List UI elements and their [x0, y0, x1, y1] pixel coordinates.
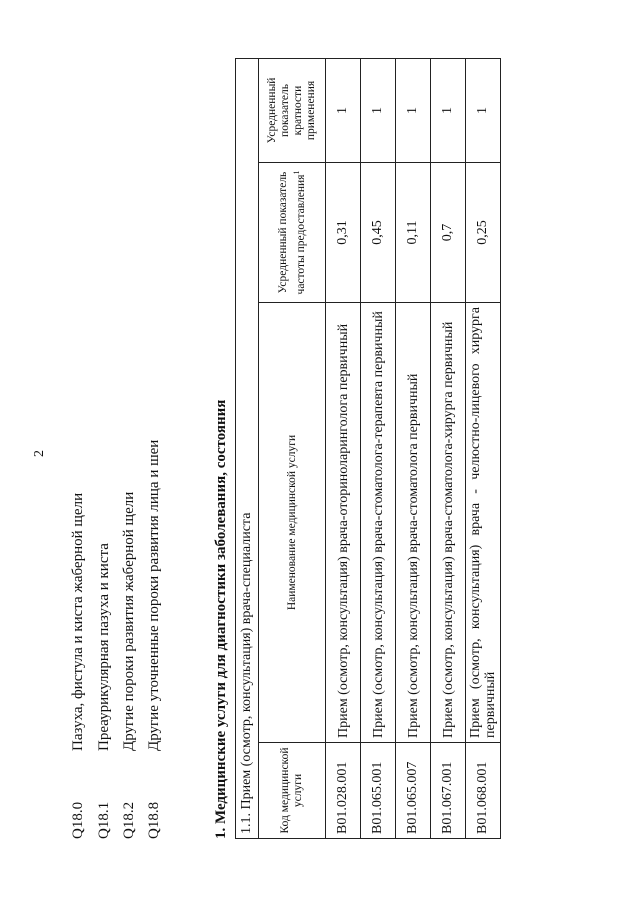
diagnosis-row [96, 543, 113, 839]
service-multiplicity: 1 [431, 58, 466, 162]
service-frequency: 0,45 [361, 163, 396, 303]
diagnosis-row [146, 440, 163, 839]
diagnosis-name: Преаурикулярная пазуха и киста [96, 543, 112, 751]
table-row [466, 58, 501, 838]
subsection-title: 1.1. Прием (осмотр, консультация) врача-специалиста [236, 58, 259, 838]
header-frequency [259, 163, 326, 303]
table-row [361, 58, 396, 838]
service-multiplicity: 1 [326, 58, 361, 162]
diagnosis-row [121, 492, 138, 839]
service-name: Прием (осмотр, консультация) врача-стоматолога-хирурга первичный [431, 303, 466, 743]
service-code: B01.065.007 [396, 743, 431, 839]
service-code: B01.067.001 [431, 743, 466, 839]
footnote-mark: 1 [291, 170, 301, 175]
service-frequency: 0,31 [326, 163, 361, 303]
services-table [235, 58, 501, 839]
service-multiplicity: 1 [361, 58, 396, 162]
service-name: Прием (осмотр, консультация) врача-стоматолога первичный [396, 303, 431, 743]
table-row [396, 58, 431, 838]
diagnosis-code: Q18.1 [96, 801, 112, 839]
diagnosis-name: Пазуха, фистула и киста жаберной щели [70, 492, 86, 751]
service-name: Прием (осмотр, консультация) врача-оториноларинголога первичный [326, 303, 361, 743]
service-multiplicity: 1 [466, 58, 501, 162]
subsection-row [236, 58, 259, 838]
service-name: Прием (осмотр, консультация) врача - челюстно-лицевого хирурга первичный [466, 303, 501, 743]
service-name: Прием (осмотр, консультация) врача-стоматолога-терапевта первичный [361, 303, 396, 743]
header-multiplicity: Усредненный показатель кратности применения [259, 58, 326, 162]
section-title: 1. Медицинские услуги для диагностики заболевания, состояния [213, 399, 229, 839]
table-row [326, 58, 361, 838]
service-frequency: 0,11 [396, 163, 431, 303]
header-frequency-text: Усредненный показатель частоты предоставления [276, 171, 307, 295]
service-code: B01.028.001 [326, 743, 361, 839]
diagnosis-code: Q18.0 [70, 801, 86, 839]
diagnosis-code: Q18.8 [146, 801, 162, 839]
service-multiplicity: 1 [396, 58, 431, 162]
service-frequency: 0,7 [431, 163, 466, 303]
diagnosis-name: Другие пороки развития жаберной щели [121, 491, 137, 751]
table-row [431, 58, 466, 838]
diagnosis-code: Q18.2 [121, 801, 137, 839]
service-code: B01.068.001 [466, 743, 501, 839]
page-number: 2 [32, 450, 47, 457]
service-code: B01.065.001 [361, 743, 396, 839]
header-code: Код медицинской услуги [259, 743, 326, 839]
header-name: Наименование медицинской услуги [259, 303, 326, 743]
table-header-row [259, 58, 326, 838]
diagnosis-name: Другие уточненные пороки развития лица и шеи [146, 439, 162, 751]
diagnosis-row [70, 493, 87, 839]
service-frequency: 0,25 [466, 163, 501, 303]
